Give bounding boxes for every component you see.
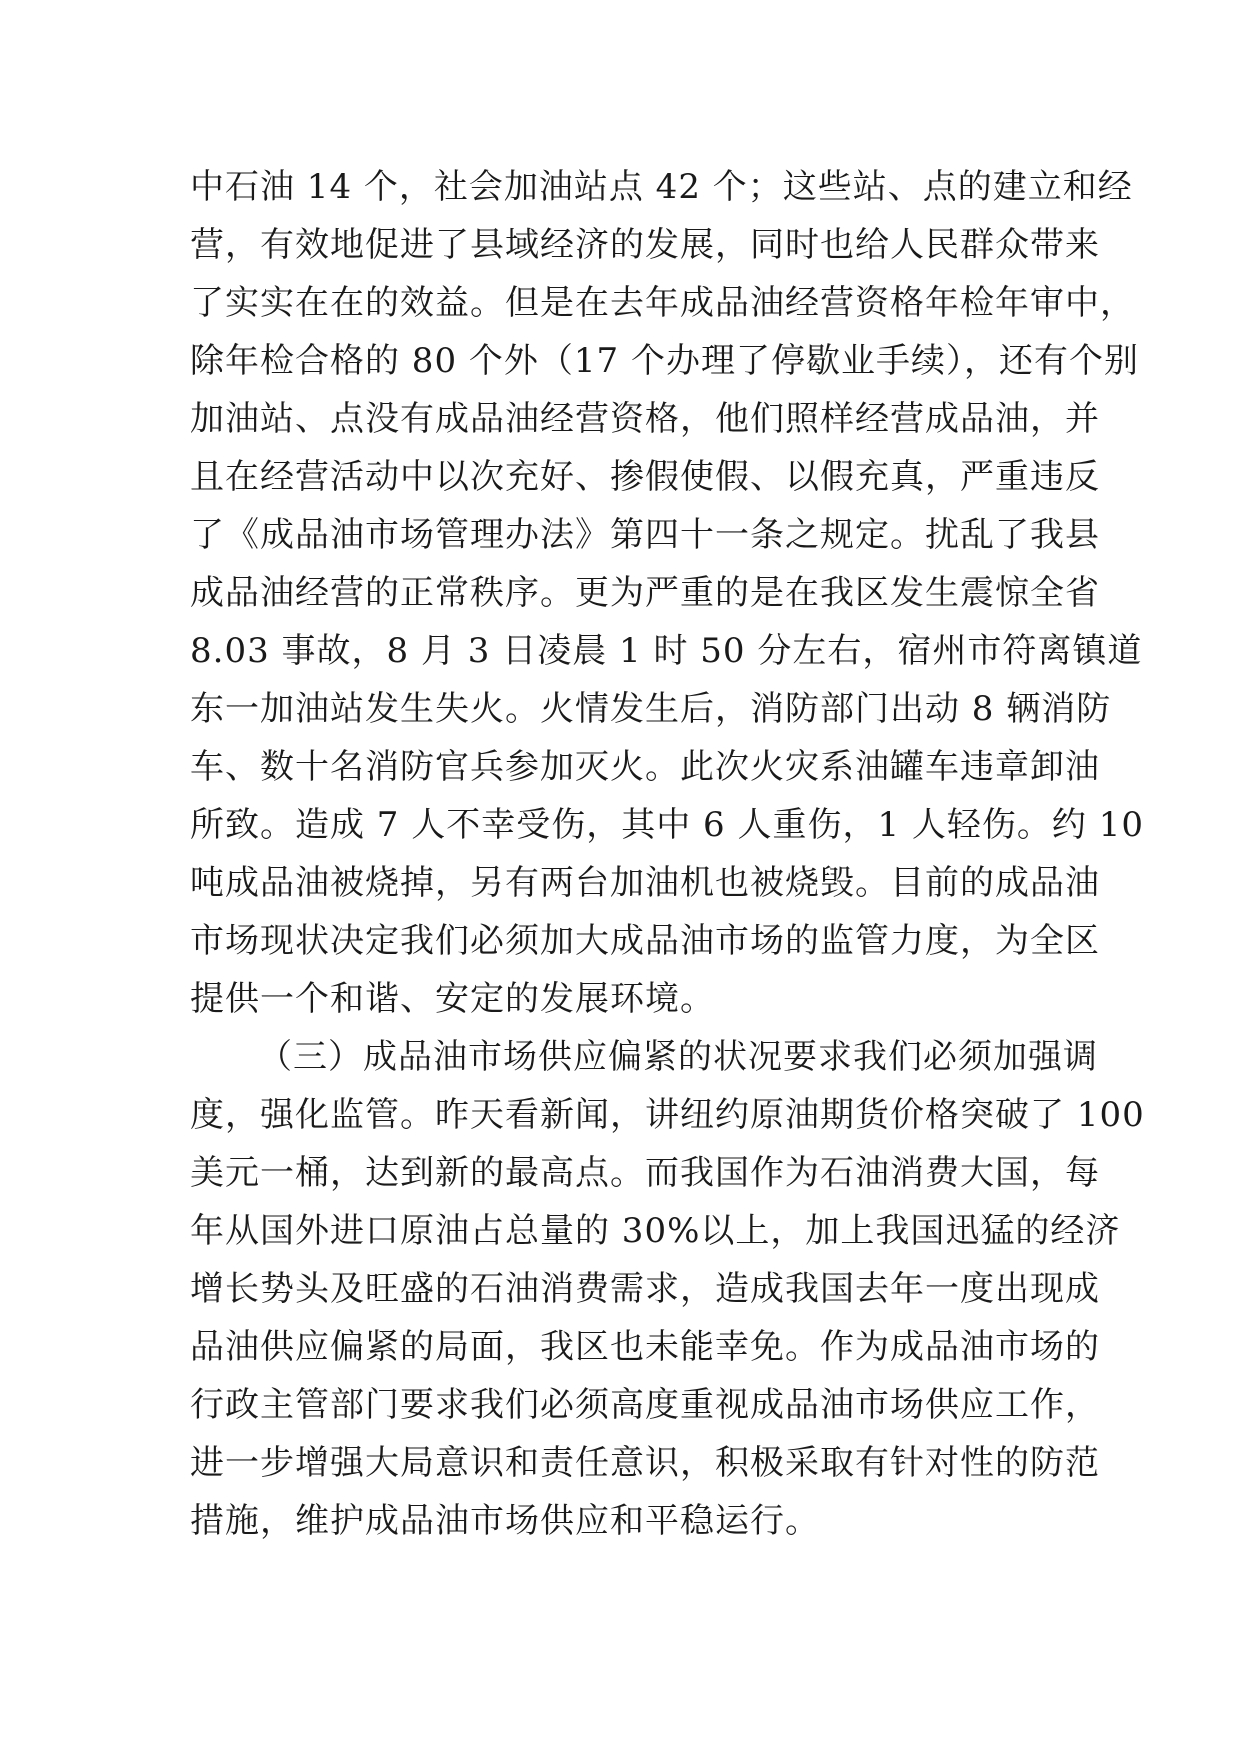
paragraph-2 — [190, 1028, 1145, 1550]
text-line: 且在经营活动中以次充好、掺假使假、以假充真，严重违反 — [190, 457, 1100, 497]
text-line: 8.03 事故，8 月 3 日凌晨 1 时 50 分左右，宿州市符离镇道 — [190, 631, 1143, 671]
text-line: 成品油经营的正常秩序。更为严重的是在我区发生震惊全省 — [190, 573, 1100, 613]
text-line: 市场现状决定我们必须加大成品油市场的监管力度，为全区 — [190, 921, 1100, 961]
text-line: 措施，维护成品油市场供应和平稳运行。 — [190, 1501, 820, 1541]
text-line: 加油站、点没有成品油经营资格，他们照样经营成品油，并 — [190, 399, 1100, 439]
text-line: 所致。造成 7 人不幸受伤，其中 6 人重伤，1 人轻伤。约 10 — [190, 805, 1145, 845]
text-line: 年从国外进口原油占总量的 30%以上，加上我国迅猛的经济 — [190, 1211, 1121, 1251]
text-line: 行政主管部门要求我们必须高度重视成品油市场供应工作， — [190, 1385, 1100, 1425]
text-line: （三）成品油市场供应偏紧的状况要求我们必须加强调 — [258, 1037, 1098, 1077]
text-line: 吨成品油被烧掉，另有两台加油机也被烧毁。目前的成品油 — [190, 863, 1100, 903]
paragraph-1 — [190, 158, 1145, 1028]
text-line: 了《成品油市场管理办法》第四十一条之规定。扰乱了我县 — [190, 515, 1100, 555]
text-line: 营，有效地促进了县域经济的发展，同时也给人民群众带来 — [190, 225, 1100, 265]
text-line: 了实实在在的效益。但是在去年成品油经营资格年检年审中， — [190, 283, 1135, 323]
text-line: 中石油 14 个，社会加油站点 42 个；这些站、点的建立和经 — [190, 167, 1133, 207]
text-line: 美元一桶，达到新的最高点。而我国作为石油消费大国，每 — [190, 1153, 1100, 1193]
text-line: 进一步增强大局意识和责任意识，积极采取有针对性的防范 — [190, 1443, 1100, 1483]
text-line: 除年检合格的 80 个外（17 个办理了停歇业手续），还有个别 — [190, 341, 1139, 381]
text-line: 品油供应偏紧的局面，我区也未能幸免。作为成品油市场的 — [190, 1327, 1100, 1367]
text-line: 提供一个和谐、安定的发展环境。 — [190, 979, 715, 1019]
text-line: 度，强化监管。昨天看新闻，讲纽约原油期货价格突破了 100 — [190, 1095, 1145, 1135]
text-line: 东一加油站发生失火。火情发生后，消防部门出动 8 辆消防 — [190, 689, 1112, 729]
text-line: 车、数十名消防官兵参加灭火。此次火灾系油罐车违章卸油 — [190, 747, 1100, 787]
text-line: 增长势头及旺盛的石油消费需求，造成我国去年一度出现成 — [190, 1269, 1100, 1309]
